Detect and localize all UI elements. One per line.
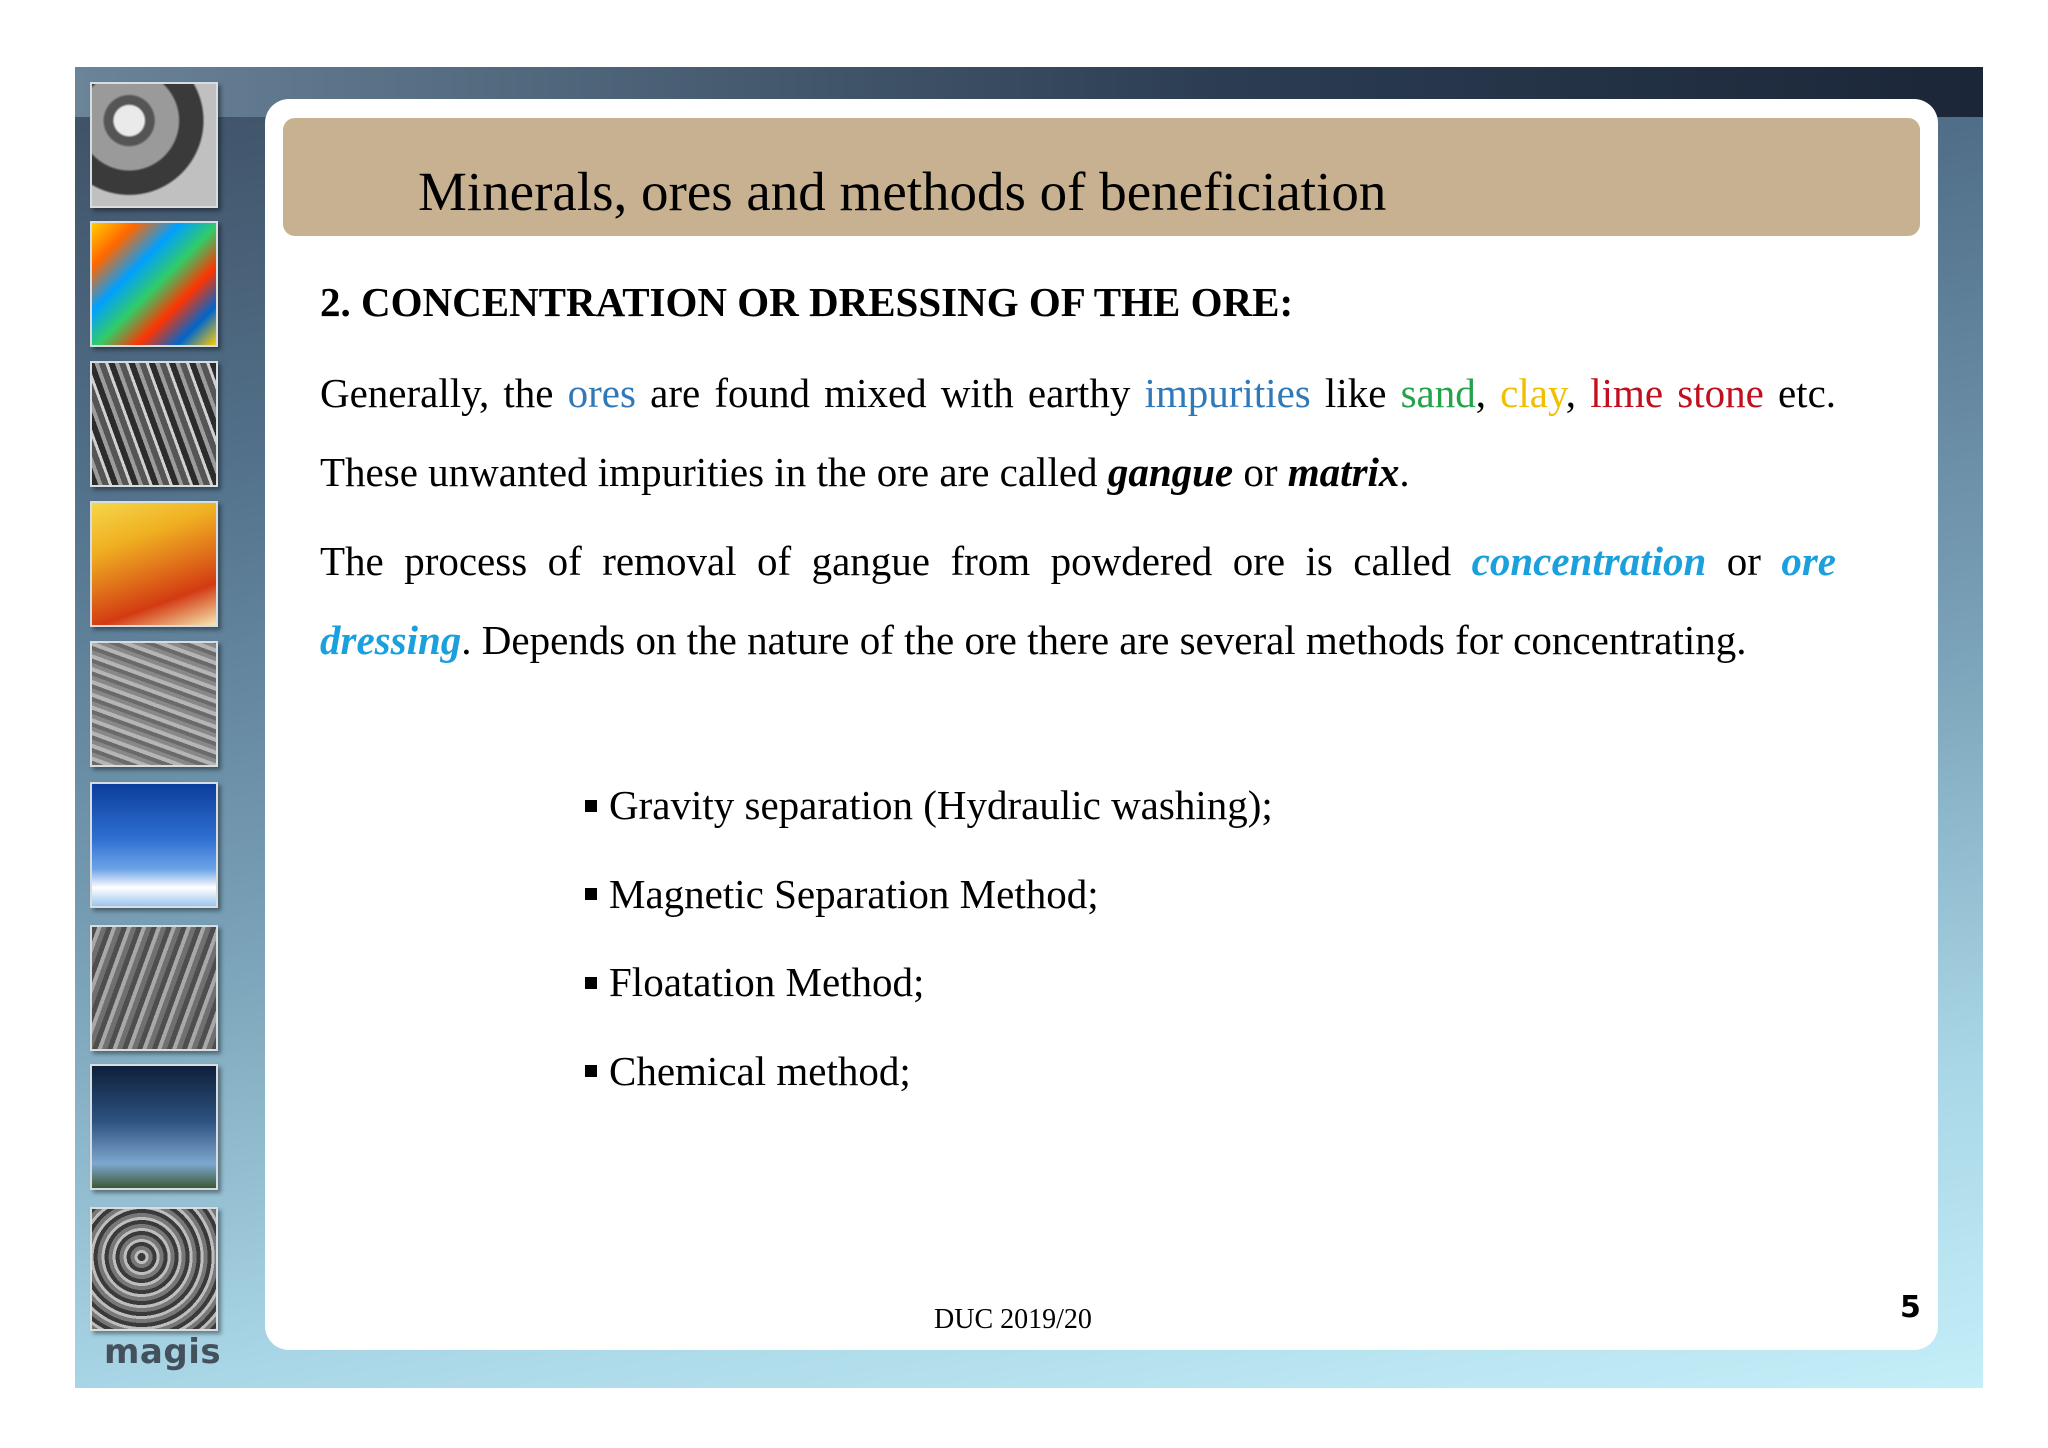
text-run: or: [1233, 449, 1288, 495]
list-item-text: Chemical method;: [609, 1047, 911, 1094]
text-run: or: [1706, 538, 1782, 584]
term-matrix: matrix: [1287, 449, 1400, 495]
title-bar: [283, 118, 1920, 236]
text-run: .: [1399, 449, 1410, 495]
paragraph-concentration: [320, 522, 1836, 680]
term-clay: clay: [1500, 370, 1566, 416]
slide-footer: DUC 2019/20: [934, 1304, 1092, 1335]
text-run: The process of removal of gangue from powdered ore is called: [320, 538, 1472, 584]
methods-list: [585, 770, 1273, 1124]
magis-logo: magis: [104, 1332, 222, 1372]
fiber-microstructure-image: [90, 361, 218, 487]
square-bullet-icon: [585, 1065, 597, 1077]
fracture-surface-image: [90, 925, 218, 1051]
airplane-image: [90, 782, 218, 908]
term-impurities: impurities: [1144, 370, 1311, 416]
text-run: . Depends on the nature of the ore there are several methods for concentrating.: [461, 617, 1747, 663]
term-ore-dressing: ore dressing: [320, 538, 1836, 663]
metal-microstructure-image: [90, 641, 218, 767]
simulation-block-image: [90, 221, 218, 347]
text-run: etc. These unwanted impurities in the ore are called: [320, 370, 1837, 495]
list-item-text: Floatation Method;: [609, 959, 925, 1005]
list-item: [585, 770, 1273, 859]
crystal-grains-image: [90, 1207, 218, 1331]
term-lime-stone: lime stone: [1590, 370, 1764, 416]
text-run: ,: [1565, 370, 1591, 416]
list-item-text: Magnetic Separation Method;: [609, 870, 1099, 917]
turbine-image: [90, 82, 218, 208]
square-bullet-icon: [585, 800, 597, 812]
term-concentration: concentration: [1471, 538, 1707, 584]
list-item-text: Gravity separation (Hydraulic washing);: [609, 782, 1273, 828]
list-item: [585, 947, 1273, 1036]
text-run: are found mixed with earthy: [635, 370, 1145, 416]
term-ores: ores: [567, 370, 636, 416]
square-bullet-icon: [585, 977, 597, 989]
slide-title: Minerals, ores and methods of beneficiation: [418, 161, 1387, 222]
page-number: 5: [1900, 1290, 1921, 1325]
text-run: ,: [1475, 370, 1501, 416]
list-item: [585, 1036, 1273, 1125]
term-gangue: gangue: [1107, 449, 1234, 495]
term-sand: sand: [1400, 370, 1476, 416]
text-run: Generally, the: [320, 370, 568, 416]
square-bullet-icon: [585, 888, 597, 900]
text-run: like: [1310, 370, 1401, 416]
section-heading: 2. CONCENTRATION OR DRESSING OF THE ORE:: [320, 279, 1294, 325]
stress-cube-image: [90, 501, 218, 627]
paragraph-impurities: [320, 354, 1836, 512]
list-item: [585, 859, 1273, 948]
wind-turbine-image: [90, 1064, 218, 1190]
